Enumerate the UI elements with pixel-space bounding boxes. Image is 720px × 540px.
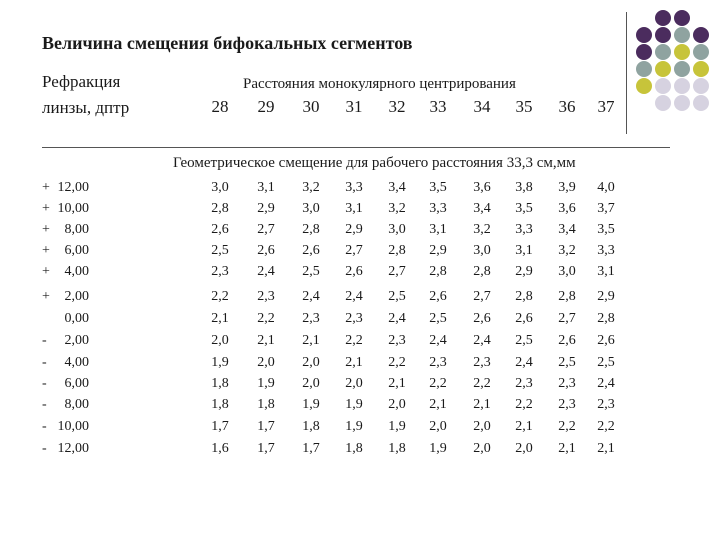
distance-header: 30 bbox=[302, 97, 320, 116]
offset-cell: 2,1 bbox=[515, 419, 533, 434]
offset-cell: 2,2 bbox=[429, 376, 447, 391]
offset-cell: 2,2 bbox=[558, 419, 576, 434]
decor-dot bbox=[636, 27, 652, 43]
offset-cell: 2,5 bbox=[558, 355, 576, 370]
offset-cell: 3,5 bbox=[515, 201, 533, 216]
decor-dot bbox=[655, 95, 671, 111]
offset-cell: 3,9 bbox=[558, 180, 576, 195]
offset-cell: 2,4 bbox=[429, 333, 447, 348]
table-subtitle: Геометрическое смещение для рабочего расстояния 33,3 см,мм bbox=[173, 155, 576, 171]
refraction-sign: + bbox=[42, 243, 50, 258]
offset-cell: 2,8 bbox=[388, 243, 406, 258]
offset-cell: 3,3 bbox=[345, 180, 363, 195]
offset-cell: 2,8 bbox=[302, 222, 320, 237]
decor-dot bbox=[674, 44, 690, 60]
decor-dot bbox=[636, 78, 652, 94]
offset-cell: 3,0 bbox=[558, 264, 576, 279]
offset-cell: 2,6 bbox=[597, 333, 615, 348]
offset-cell: 2,8 bbox=[597, 311, 615, 326]
offset-cell: 2,5 bbox=[302, 264, 320, 279]
offset-cell: 1,7 bbox=[211, 419, 229, 434]
offset-cell: 2,8 bbox=[473, 264, 491, 279]
distance-header: 34 bbox=[473, 97, 491, 116]
offset-cell: 2,1 bbox=[257, 333, 275, 348]
offset-cell: 2,3 bbox=[345, 311, 363, 326]
offset-cell: 2,3 bbox=[388, 333, 406, 348]
refraction-sign: - bbox=[42, 441, 47, 456]
offset-cell: 1,7 bbox=[257, 419, 275, 434]
offset-cell: 3,1 bbox=[429, 222, 447, 237]
refraction-sign: + bbox=[42, 180, 50, 195]
offset-cell: 1,8 bbox=[302, 419, 320, 434]
refraction-label-line2: линзы, дптр bbox=[42, 98, 130, 117]
refraction-sign: + bbox=[42, 201, 50, 216]
offset-cell: 2,3 bbox=[558, 376, 576, 391]
offset-cell: 2,3 bbox=[597, 397, 615, 412]
offset-cell: 2,4 bbox=[257, 264, 275, 279]
offset-cell: 2,9 bbox=[597, 289, 615, 304]
offset-cell: 1,6 bbox=[211, 441, 229, 456]
offset-cell: 2,3 bbox=[515, 376, 533, 391]
offset-cell: 3,6 bbox=[473, 180, 491, 195]
offset-cell: 2,1 bbox=[211, 311, 229, 326]
distance-header: 29 bbox=[257, 97, 275, 116]
offset-cell: 3,4 bbox=[558, 222, 576, 237]
refraction-value: 8,00 bbox=[64, 397, 89, 412]
refraction-sign: + bbox=[42, 222, 50, 237]
offset-cell: 3,1 bbox=[515, 243, 533, 258]
decor-dot bbox=[674, 61, 690, 77]
horizontal-divider bbox=[42, 147, 670, 148]
distances-title: Расстояния монокулярного центрирования bbox=[243, 76, 516, 92]
vertical-divider bbox=[626, 12, 627, 134]
distance-header: 35 bbox=[515, 97, 533, 116]
distance-header: 31 bbox=[345, 97, 363, 116]
offset-cell: 2,5 bbox=[429, 311, 447, 326]
offset-cell: 1,7 bbox=[257, 441, 275, 456]
offset-cell: 1,9 bbox=[345, 419, 363, 434]
offset-cell: 2,3 bbox=[473, 355, 491, 370]
slide-title: Величина смещения бифокальных сегментов bbox=[42, 33, 413, 53]
offset-cell: 2,7 bbox=[345, 243, 363, 258]
offset-cell: 3,2 bbox=[473, 222, 491, 237]
offset-cell: 3,6 bbox=[558, 201, 576, 216]
decor-dot bbox=[674, 78, 690, 94]
decor-dot bbox=[636, 44, 652, 60]
offset-cell: 3,4 bbox=[473, 201, 491, 216]
offset-cell: 1,8 bbox=[257, 397, 275, 412]
offset-cell: 2,0 bbox=[302, 376, 320, 391]
offset-cell: 2,7 bbox=[473, 289, 491, 304]
offset-cell: 2,6 bbox=[429, 289, 447, 304]
offset-cell: 1,9 bbox=[302, 397, 320, 412]
offset-cell: 3,5 bbox=[429, 180, 447, 195]
offset-cell: 4,0 bbox=[597, 180, 615, 195]
decor-dot bbox=[655, 61, 671, 77]
refraction-sign: - bbox=[42, 419, 47, 434]
distance-header: 33 bbox=[429, 97, 447, 116]
refraction-value: 6,00 bbox=[64, 376, 89, 391]
refraction-value: 10,00 bbox=[57, 201, 89, 216]
offset-cell: 2,2 bbox=[345, 333, 363, 348]
offset-cell: 2,2 bbox=[388, 355, 406, 370]
offset-cell: 2,2 bbox=[597, 419, 615, 434]
offset-cell: 2,9 bbox=[257, 201, 275, 216]
offset-cell: 2,1 bbox=[473, 397, 491, 412]
offset-cell: 2,9 bbox=[345, 222, 363, 237]
offset-cell: 3,0 bbox=[388, 222, 406, 237]
offset-cell: 2,4 bbox=[597, 376, 615, 391]
offset-cell: 2,8 bbox=[558, 289, 576, 304]
offset-cell: 2,0 bbox=[388, 397, 406, 412]
decor-dot bbox=[693, 78, 709, 94]
distance-header: 28 bbox=[211, 97, 229, 116]
offset-cell: 3,3 bbox=[515, 222, 533, 237]
refraction-sign: + bbox=[42, 289, 50, 304]
offset-cell: 1,9 bbox=[211, 355, 229, 370]
decor-dot bbox=[693, 44, 709, 60]
offset-cell: 2,0 bbox=[211, 333, 229, 348]
offset-cell: 2,2 bbox=[257, 311, 275, 326]
offset-cell: 2,3 bbox=[302, 311, 320, 326]
offset-cell: 3,2 bbox=[388, 201, 406, 216]
decor-dot bbox=[674, 27, 690, 43]
offset-cell: 2,0 bbox=[515, 441, 533, 456]
offset-cell: 2,6 bbox=[302, 243, 320, 258]
offset-cell: 2,3 bbox=[257, 289, 275, 304]
distance-header: 36 bbox=[558, 97, 576, 116]
offset-cell: 3,7 bbox=[597, 201, 615, 216]
offset-cell: 3,3 bbox=[597, 243, 615, 258]
offset-cell: 3,1 bbox=[345, 201, 363, 216]
offset-cell: 2,6 bbox=[257, 243, 275, 258]
decor-dot bbox=[674, 95, 690, 111]
refraction-value: 2,00 bbox=[64, 333, 89, 348]
offset-cell: 1,9 bbox=[257, 376, 275, 391]
offset-cell: 2,2 bbox=[211, 289, 229, 304]
offset-cell: 1,8 bbox=[211, 376, 229, 391]
offset-cell: 1,9 bbox=[429, 441, 447, 456]
refraction-sign: - bbox=[42, 397, 47, 412]
offset-cell: 3,2 bbox=[302, 180, 320, 195]
offset-cell: 2,8 bbox=[211, 201, 229, 216]
refraction-value: 4,00 bbox=[64, 355, 89, 370]
offset-cell: 3,0 bbox=[473, 243, 491, 258]
refraction-value: 10,00 bbox=[57, 419, 89, 434]
decor-dot bbox=[693, 95, 709, 111]
offset-cell: 2,5 bbox=[515, 333, 533, 348]
offset-cell: 2,1 bbox=[302, 333, 320, 348]
refraction-value: 4,00 bbox=[64, 264, 89, 279]
offset-cell: 2,5 bbox=[211, 243, 229, 258]
offset-cell: 2,1 bbox=[597, 441, 615, 456]
offset-cell: 2,4 bbox=[302, 289, 320, 304]
offset-cell: 2,0 bbox=[345, 376, 363, 391]
decor-dot bbox=[655, 27, 671, 43]
offset-cell: 2,8 bbox=[429, 264, 447, 279]
offset-cell: 2,0 bbox=[473, 419, 491, 434]
refraction-sign: - bbox=[42, 355, 47, 370]
refraction-value: 0,00 bbox=[64, 311, 89, 326]
decor-dot bbox=[674, 10, 690, 26]
offset-cell: 2,8 bbox=[515, 289, 533, 304]
refraction-value: 2,00 bbox=[64, 289, 89, 304]
offset-cell: 2,1 bbox=[429, 397, 447, 412]
offset-cell: 2,0 bbox=[257, 355, 275, 370]
offset-cell: 2,6 bbox=[473, 311, 491, 326]
offset-cell: 2,1 bbox=[345, 355, 363, 370]
offset-cell: 2,4 bbox=[388, 311, 406, 326]
offset-cell: 2,0 bbox=[429, 419, 447, 434]
refraction-sign: + bbox=[42, 264, 50, 279]
offset-cell: 3,5 bbox=[597, 222, 615, 237]
offset-cell: 2,9 bbox=[515, 264, 533, 279]
distance-header: 32 bbox=[388, 97, 406, 116]
refraction-sign: - bbox=[42, 376, 47, 391]
decor-dot bbox=[636, 61, 652, 77]
offset-cell: 3,1 bbox=[257, 180, 275, 195]
offset-cell: 2,9 bbox=[429, 243, 447, 258]
offset-cell: 2,6 bbox=[558, 333, 576, 348]
offset-cell: 1,9 bbox=[345, 397, 363, 412]
offset-cell: 1,7 bbox=[302, 441, 320, 456]
offset-cell: 2,1 bbox=[388, 376, 406, 391]
offset-cell: 2,4 bbox=[515, 355, 533, 370]
offset-cell: 2,5 bbox=[597, 355, 615, 370]
refraction-value: 12,00 bbox=[57, 441, 89, 456]
refraction-value: 6,00 bbox=[64, 243, 89, 258]
offset-cell: 2,7 bbox=[257, 222, 275, 237]
decor-dot bbox=[655, 78, 671, 94]
offset-cell: 2,4 bbox=[345, 289, 363, 304]
offset-cell: 3,2 bbox=[558, 243, 576, 258]
decor-dot bbox=[655, 10, 671, 26]
decor-dot bbox=[693, 61, 709, 77]
offset-cell: 2,0 bbox=[302, 355, 320, 370]
offset-cell: 2,7 bbox=[558, 311, 576, 326]
offset-cell: 1,8 bbox=[211, 397, 229, 412]
offset-cell: 2,4 bbox=[473, 333, 491, 348]
offset-cell: 3,8 bbox=[515, 180, 533, 195]
offset-cell: 2,2 bbox=[515, 397, 533, 412]
offset-cell: 2,1 bbox=[558, 441, 576, 456]
offset-cell: 3,0 bbox=[302, 201, 320, 216]
refraction-value: 8,00 bbox=[64, 222, 89, 237]
offset-cell: 2,6 bbox=[211, 222, 229, 237]
offset-cell: 2,2 bbox=[473, 376, 491, 391]
offset-cell: 1,8 bbox=[388, 441, 406, 456]
decor-dot bbox=[693, 27, 709, 43]
offset-cell: 2,3 bbox=[211, 264, 229, 279]
offset-cell: 3,0 bbox=[211, 180, 229, 195]
offset-cell: 3,1 bbox=[597, 264, 615, 279]
offset-cell: 3,3 bbox=[429, 201, 447, 216]
refraction-value: 12,00 bbox=[57, 180, 89, 195]
offset-cell: 2,5 bbox=[388, 289, 406, 304]
offset-cell: 2,6 bbox=[345, 264, 363, 279]
decor-dot bbox=[655, 44, 671, 60]
distance-header: 37 bbox=[597, 97, 615, 116]
refraction-sign: - bbox=[42, 333, 47, 348]
offset-cell: 1,9 bbox=[388, 419, 406, 434]
offset-cell: 3,4 bbox=[388, 180, 406, 195]
offset-cell: 1,8 bbox=[345, 441, 363, 456]
offset-cell: 2,3 bbox=[429, 355, 447, 370]
offset-cell: 2,0 bbox=[473, 441, 491, 456]
refraction-label-line1: Рефракция bbox=[42, 72, 121, 91]
offset-cell: 2,6 bbox=[515, 311, 533, 326]
offset-cell: 2,7 bbox=[388, 264, 406, 279]
offset-cell: 2,3 bbox=[558, 397, 576, 412]
